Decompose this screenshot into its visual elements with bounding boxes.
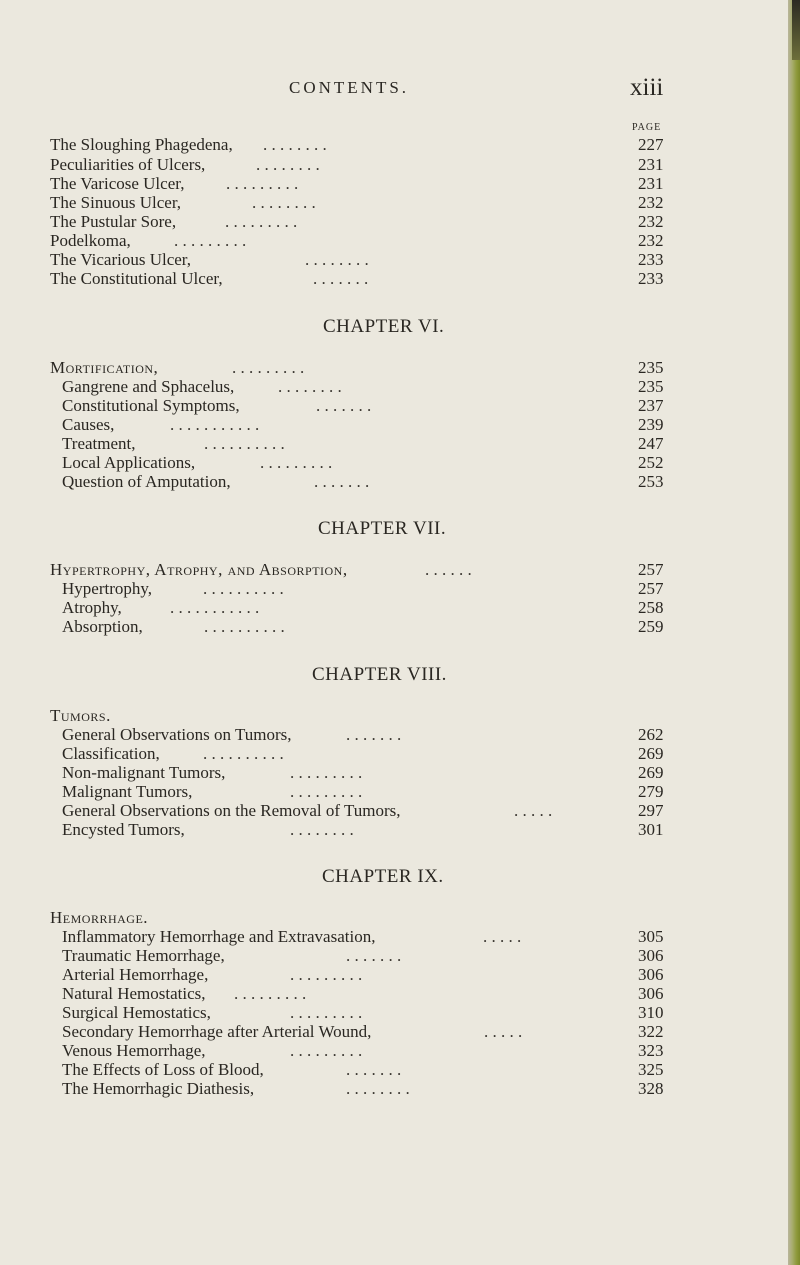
book-page: CONTENTS. xiii PAGE The Sloughing Phagedena, . . . . . . . . 227 Peculiarities of Ulcers, . . . . . . . . 231 The Varicose Ulcer, . . . . . . . . . 231 The Sinuous Ulcer, . . . . . . . . 232 The Pustular Sore, . . . . . . . . . 232 Podelkoma, . . . . . . . . . 232 The Vicarious Ulcer, . . . . . . . . 233 The Constitutional Ulcer, . . . . . . . 233 CHAPTER VI. Mortification, . . . . . . . . . 235 Gangrene and Sphacelus, . . . . . . . . 235 Constitutional Symptoms, . . . . . . . 237 Causes, . . . . . . . . . . . 239 Treatment, . . . . . . . . . . 247 Local Applications, . . . . . . . . . 252 Question of Amputation, . . . . . . . 253 CHAPTER VII. Hypertrophy, Atrophy, and Absorption, . . . . . . 257 Hypertrophy, . . . . . . . . . . 257 Atrophy, . . . . . . . . . . . 258 Absorption, . . . . . . . . . . 259 CHAPTER VIII. Tumors. General Observations on Tumors, . . . . . . . 262 Classification, . . . . . . . . . . 269 Non-malignant Tumors, . . . . . . . . . 269 Malignant Tumors, . . . . . . . . . 279 General Observations on the Removal of Tumors, . . . . . 297 Encysted Tumors, . . . . . . . . 301 CHAPTER IX. Hemorrhage. Inflammatory Hemorrhage and Extravasation, . . . . . 305 Traumatic Hemorrhage, . . . . . . . 306 Arterial Hemorrhage, . . . . . . . . . 306 Natural Hemostatics, . . . . . . . . . 306 Surgical Hemostatics, . . . . . . . . . 310 Secondary Hemorrhage after Arterial Wound, . . . . . 322 Venous Hemorrhage, . . . . . . . . . 323 The Effects of Loss of Blood, . . . . . . . 325 The Hemorrhagic Diathesis, . . . . . . . . 328: [0, 0, 790, 1265]
page-column-label: PAGE: [632, 122, 662, 133]
running-title: CONTENTS.: [289, 78, 410, 97]
book-page-edge-shadow: [792, 0, 800, 60]
book-page-edge: [788, 0, 800, 1265]
running-header: [0, 74, 800, 104]
page-number: xiii: [630, 74, 664, 101]
